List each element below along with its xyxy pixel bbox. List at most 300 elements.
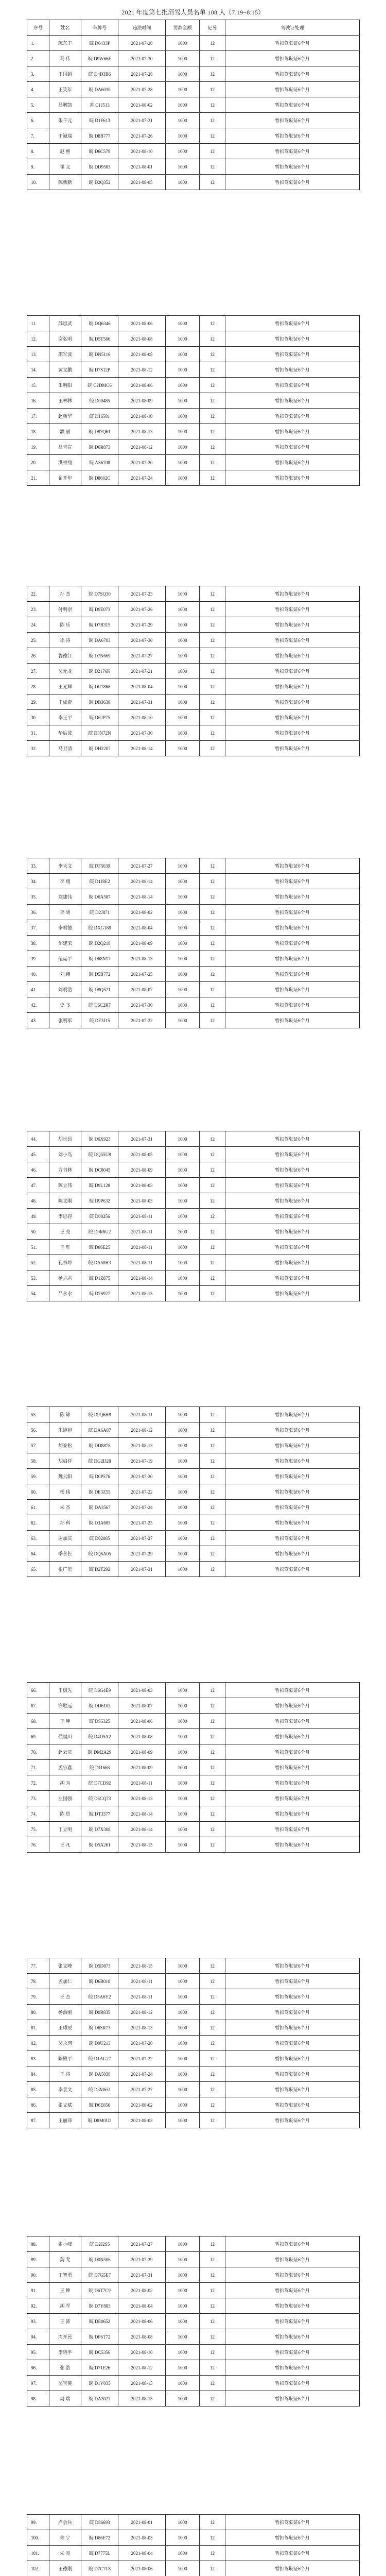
cell-fine: 1000 xyxy=(166,1500,200,1515)
cell-index: 4. xyxy=(27,82,49,97)
cell-fine: 1000 xyxy=(166,1178,200,1193)
cell-points: 12 xyxy=(200,159,225,175)
cell-name: 张 浩 xyxy=(49,2360,81,2376)
cell-plate: 皖 D86E72 xyxy=(81,2530,118,2546)
cell-index: 69. xyxy=(27,1729,49,1744)
cell-name: 周 瑞 xyxy=(49,2391,81,2406)
cell-action: 暂扣驾驶证6个月 xyxy=(225,858,360,874)
cell-name: 王树先 xyxy=(49,1683,81,1698)
cell-name: 崔 义 xyxy=(49,159,81,175)
cell-date: 2021-07-24 xyxy=(118,1500,166,1515)
cell-plate: 皖 C2DMC6 xyxy=(81,378,118,393)
cell-index: 37. xyxy=(27,920,49,936)
cell-name: 马 伟 xyxy=(49,51,81,66)
cell-fine: 1000 xyxy=(166,1744,200,1760)
cell-points: 12 xyxy=(200,1806,225,1822)
cell-fine: 1000 xyxy=(166,679,200,694)
cell-index: 68. xyxy=(27,1714,49,1729)
cell-index: 9. xyxy=(27,159,49,175)
table-row xyxy=(27,1531,360,1546)
column-header: 驾驶证处理 xyxy=(225,20,360,36)
cell-fine: 1000 xyxy=(166,905,200,920)
cell-plate: 皖 D7CD92 xyxy=(81,1775,118,1791)
cell-name: 邹建荣 xyxy=(49,936,81,951)
cell-action: 暂扣驾驶证6个月 xyxy=(225,362,360,378)
cell-date: 2021-08-02 xyxy=(118,2283,166,2298)
cell-points: 12 xyxy=(200,66,225,82)
cell-name: 孙 杰 xyxy=(49,586,81,602)
cell-points: 12 xyxy=(200,1775,225,1791)
cell-action: 暂扣驾驶证6个月 xyxy=(225,586,360,602)
table-row xyxy=(27,159,360,175)
cell-plate: 皖 D9L128 xyxy=(81,1178,118,1193)
cell-date: 2021-07-29 xyxy=(118,2252,166,2267)
cell-action: 暂扣驾驶证6个月 xyxy=(225,2530,360,2546)
table-row xyxy=(27,2082,360,2097)
cell-plate: 皖 AS6708 xyxy=(81,455,118,470)
cell-date: 2021-08-11 xyxy=(118,1407,166,1422)
cell-name: 赵云庆 xyxy=(49,1744,81,1760)
cell-name: 鲁德江 xyxy=(49,648,81,664)
table-row xyxy=(27,1255,360,1270)
table-row xyxy=(27,905,360,920)
cell-points: 12 xyxy=(200,874,225,889)
cell-index: 92. xyxy=(27,2298,49,2314)
cell-name: 王 杰 xyxy=(49,1989,81,2005)
cell-plate: 皖 D5D873 xyxy=(81,1958,118,1974)
cell-name: 李晓平 xyxy=(49,2345,81,2360)
cell-points: 12 xyxy=(200,1515,225,1531)
cell-points: 12 xyxy=(200,1531,225,1546)
cell-fine: 1000 xyxy=(166,2252,200,2267)
cell-plate: 皖 DB3638 xyxy=(81,694,118,710)
cell-date: 2021-08-08 xyxy=(118,1729,166,1744)
cell-name: 史 飞 xyxy=(49,997,81,1013)
cell-name: 刘 翔 xyxy=(49,967,81,982)
table-row xyxy=(27,710,360,725)
cell-action: 暂扣驾驶证6个月 xyxy=(225,936,360,951)
cell-action: 暂扣驾驶证6个月 xyxy=(225,316,360,331)
cell-name: 马卫清 xyxy=(49,741,81,756)
cell-fine: 1000 xyxy=(166,889,200,905)
cell-index: 96. xyxy=(27,2360,49,2376)
cell-points: 12 xyxy=(200,393,225,409)
cell-name: 李天文 xyxy=(49,858,81,874)
cell-action: 暂扣驾驶证6个月 xyxy=(225,2051,360,2066)
cell-points: 12 xyxy=(200,920,225,936)
cell-action: 暂扣驾驶证6个月 xyxy=(225,1193,360,1209)
cell-plate: 皖 D4D3B6 xyxy=(81,66,118,82)
cell-fine: 1000 xyxy=(166,409,200,424)
cell-fine: 1000 xyxy=(166,2005,200,2020)
cell-index: 41. xyxy=(27,982,49,997)
cell-name: 胡泰松 xyxy=(49,1438,81,1453)
cell-index: 85. xyxy=(27,2082,49,2097)
cell-date: 2021-08-11 xyxy=(118,1240,166,1255)
cell-plate: 皖 D8Q521 xyxy=(81,982,118,997)
cell-date: 2021-07-24 xyxy=(118,2066,166,2082)
cell-name: 王 坤 xyxy=(49,1714,81,1729)
cell-action: 暂扣驾驶证6个月 xyxy=(225,2298,360,2314)
cell-plate: 皖 D00256 xyxy=(81,1209,118,1224)
cell-index: 52. xyxy=(27,1255,49,1270)
cell-date: 2021-08-13 xyxy=(118,951,166,967)
cell-date: 2021-08-14 xyxy=(118,874,166,889)
cell-name: 王丽萍 xyxy=(49,2113,81,2128)
cell-fine: 1000 xyxy=(166,316,200,331)
cell-fine: 1000 xyxy=(166,664,200,679)
cell-action: 暂扣驾驶证6个月 xyxy=(225,82,360,97)
cell-index: 74. xyxy=(27,1806,49,1822)
cell-points: 12 xyxy=(200,1729,225,1744)
cell-action: 暂扣驾驶证6个月 xyxy=(225,1500,360,1515)
cell-points: 12 xyxy=(200,439,225,455)
table-row xyxy=(27,982,360,997)
cell-name: 王成奇 xyxy=(49,694,81,710)
cell-date: 2021-07-27 xyxy=(118,2236,166,2252)
cell-fine: 1000 xyxy=(166,1209,200,1224)
cell-name: 张文斌 xyxy=(49,2097,81,2113)
column-header: 车牌号 xyxy=(81,20,118,36)
cell-points: 12 xyxy=(200,586,225,602)
cell-action: 暂扣驾驶证6个月 xyxy=(225,2252,360,2267)
column-header: 姓名 xyxy=(49,20,81,36)
cell-index: 16. xyxy=(27,393,49,409)
cell-plate: 皖 D3A685 xyxy=(81,1515,118,1531)
cell-index: 29. xyxy=(27,694,49,710)
cell-name: 侯福川 xyxy=(49,1729,81,1744)
cell-date: 2021-08-09 xyxy=(118,393,166,409)
cell-plate: 皖 D16581 xyxy=(81,409,118,424)
cell-index: 1. xyxy=(27,36,49,51)
table-row xyxy=(27,2252,360,2267)
cell-date: 2021-08-14 xyxy=(118,889,166,905)
cell-plate: 皖 DG2D28 xyxy=(81,1453,118,1469)
cell-plate: 皖 DE3J15 xyxy=(81,1013,118,1028)
cell-name: 方书林 xyxy=(49,1162,81,1178)
cell-date: 2021-07-26 xyxy=(118,602,166,617)
cell-index: 73. xyxy=(27,1791,49,1806)
cell-plate: 皖 DE3Z55 xyxy=(81,1484,118,1500)
cell-action: 暂扣驾驶证6个月 xyxy=(225,951,360,967)
cell-fine: 1000 xyxy=(166,741,200,756)
cell-plate: 皖 D5A6Y2 xyxy=(81,1989,118,2005)
cell-fine: 1000 xyxy=(166,1013,200,1028)
cell-date: 2021-08-15 xyxy=(118,1286,166,1301)
cell-index: 48. xyxy=(27,1193,49,1209)
cell-plate: 皖 DQ6A05 xyxy=(81,1546,118,1562)
cell-points: 12 xyxy=(200,113,225,128)
cell-action: 暂扣驾驶证6个月 xyxy=(225,664,360,679)
cell-action: 暂扣驾驶证6个月 xyxy=(225,2561,360,2576)
cell-date: 2021-08-03 xyxy=(118,1178,166,1193)
cell-points: 12 xyxy=(200,2298,225,2314)
cell-points: 12 xyxy=(200,1013,225,1028)
cell-points: 12 xyxy=(200,2530,225,2546)
cell-points: 12 xyxy=(200,2345,225,2360)
cell-date: 2021-08-06 xyxy=(118,2561,166,2576)
cell-plate: 皖 D6T7C9 xyxy=(81,2283,118,2298)
cell-action: 暂扣驾驶证6个月 xyxy=(225,1822,360,1837)
cell-plate: 皖 D2J871 xyxy=(81,905,118,920)
cell-points: 12 xyxy=(200,664,225,679)
cell-name: 吴元龙 xyxy=(49,664,81,679)
cell-action: 暂扣驾驶证6个月 xyxy=(225,1013,360,1028)
cell-plate: 皖 DF5039 xyxy=(81,858,118,874)
cell-index: 13. xyxy=(27,347,49,362)
cell-name: 王耀辰 xyxy=(49,2020,81,2036)
table-header-row xyxy=(27,20,360,36)
cell-fine: 1000 xyxy=(166,1270,200,1286)
cell-action: 暂扣驾驶证6个月 xyxy=(225,455,360,470)
cell-date: 2021-08-11 xyxy=(118,1974,166,1989)
cell-action: 暂扣驾驶证6个月 xyxy=(225,2020,360,2036)
table-row xyxy=(27,858,360,874)
cell-index: 6. xyxy=(27,113,49,128)
cell-action: 暂扣驾驶证6个月 xyxy=(225,1531,360,1546)
cell-fine: 1000 xyxy=(166,144,200,159)
column-header: 序号 xyxy=(27,20,49,36)
cell-index: 18. xyxy=(27,424,49,439)
table-row xyxy=(27,1469,360,1484)
table-row xyxy=(27,1515,360,1531)
cell-index: 91. xyxy=(27,2283,49,2298)
cell-fine: 1000 xyxy=(166,633,200,648)
cell-index: 66. xyxy=(27,1683,49,1698)
table-row xyxy=(27,1438,360,1453)
cell-date: 2021-08-03 xyxy=(118,1683,166,1698)
cell-plate: 皖 D5B772 xyxy=(81,967,118,982)
cell-name: 李思存 xyxy=(49,1209,81,1224)
cell-index: 76. xyxy=(27,1837,49,1853)
cell-date: 2021-08-04 xyxy=(118,2298,166,2314)
cell-date: 2021-08-12 xyxy=(118,362,166,378)
cell-index: 5. xyxy=(27,97,49,113)
roster-table-page-7 xyxy=(27,1682,360,1853)
cell-index: 55. xyxy=(27,1407,49,1422)
cell-date: 2021-08-10 xyxy=(118,710,166,725)
cell-fine: 1000 xyxy=(166,2376,200,2391)
cell-fine: 1000 xyxy=(166,1729,200,1744)
table-row xyxy=(27,2005,360,2020)
cell-action: 暂扣驾驶证6个月 xyxy=(225,2345,360,2360)
cell-date: 2021-08-09 xyxy=(118,1760,166,1775)
cell-name: 陈 乐 xyxy=(49,617,81,633)
cell-plate: 皖 D8602C xyxy=(81,470,118,486)
cell-action: 暂扣驾驶证6个月 xyxy=(225,1224,360,1240)
cell-points: 12 xyxy=(200,128,225,144)
cell-index: 2. xyxy=(27,51,49,66)
cell-points: 12 xyxy=(200,1224,225,1240)
cell-plate: 皖 D6R873 xyxy=(81,439,118,455)
table-row xyxy=(27,1224,360,1240)
cell-name: 张广宏 xyxy=(49,1562,81,1577)
cell-action: 暂扣驾驶证6个月 xyxy=(225,1760,360,1775)
cell-action: 暂扣驾驶证6个月 xyxy=(225,1422,360,1438)
cell-index: 36. xyxy=(27,905,49,920)
cell-plate: 苏 C1J513 xyxy=(81,97,118,113)
cell-points: 12 xyxy=(200,1760,225,1775)
cell-plate: 皖 D86693 xyxy=(81,2515,118,2530)
roster-table-page-3 xyxy=(27,586,360,756)
cell-plate: 皖 DA6703 xyxy=(81,633,118,648)
cell-fine: 1000 xyxy=(166,2113,200,2128)
cell-action: 暂扣驾驶证6个月 xyxy=(225,2267,360,2283)
column-header: 违法时间 xyxy=(118,20,166,36)
cell-index: 84. xyxy=(27,2066,49,2082)
cell-points: 12 xyxy=(200,1714,225,1729)
table-row xyxy=(27,1760,360,1775)
cell-date: 2021-08-12 xyxy=(118,439,166,455)
table-row xyxy=(27,1131,360,1147)
cell-index: 83. xyxy=(27,2051,49,2066)
table-row xyxy=(27,586,360,602)
cell-name: 孙 科 xyxy=(49,1515,81,1531)
cell-points: 12 xyxy=(200,1438,225,1453)
cell-index: 30. xyxy=(27,710,49,725)
cell-plate: 皖 D9P632 xyxy=(81,1193,118,1209)
table-row xyxy=(27,633,360,648)
cell-index: 38. xyxy=(27,936,49,951)
cell-points: 12 xyxy=(200,951,225,967)
cell-plate: 皖 D7775L xyxy=(81,2546,118,2561)
cell-date: 2021-08-05 xyxy=(118,1147,166,1162)
cell-fine: 1000 xyxy=(166,1131,200,1147)
cell-name: 翟开年 xyxy=(49,470,81,486)
table-row xyxy=(27,470,360,486)
cell-action: 暂扣驾驶证6个月 xyxy=(225,710,360,725)
cell-fine: 1000 xyxy=(166,2298,200,2314)
cell-plate: 皖 D1F613 xyxy=(81,113,118,128)
cell-plate: 皖 D6X923 xyxy=(81,1131,118,1147)
cell-points: 12 xyxy=(200,2267,225,2283)
cell-plate: 皖 D00485 xyxy=(81,393,118,409)
cell-plate: 皖 DT3377 xyxy=(81,1806,118,1822)
cell-plate: 皖 D9W66E xyxy=(81,51,118,66)
table-row xyxy=(27,1147,360,1162)
cell-points: 12 xyxy=(200,51,225,66)
cell-fine: 1000 xyxy=(166,128,200,144)
cell-date: 2021-07-28 xyxy=(118,82,166,97)
table-row xyxy=(27,1714,360,1729)
cell-points: 12 xyxy=(200,2066,225,2082)
table-row xyxy=(27,2345,360,2360)
cell-points: 12 xyxy=(200,144,225,159)
cell-points: 12 xyxy=(200,905,225,920)
cell-name: 胡 为 xyxy=(49,1775,81,1791)
cell-fine: 1000 xyxy=(166,455,200,470)
cell-plate: 皖 D6E856 xyxy=(81,2097,118,2113)
cell-fine: 1000 xyxy=(166,1546,200,1562)
cell-plate: 皖 D6CQ73 xyxy=(81,1791,118,1806)
cell-fine: 1000 xyxy=(166,159,200,175)
table-row xyxy=(27,1729,360,1744)
cell-index: 72. xyxy=(27,1775,49,1791)
cell-plate: 皖 D1AG27 xyxy=(81,2051,118,2066)
cell-action: 暂扣驾驶证6个月 xyxy=(225,2283,360,2298)
cell-action: 暂扣驾驶证6个月 xyxy=(225,874,360,889)
cell-fine: 1000 xyxy=(166,725,200,741)
cell-date: 2021-07-29 xyxy=(118,617,166,633)
table-row xyxy=(27,997,360,1013)
cell-index: 79. xyxy=(27,1989,49,2005)
cell-plate: 皖 D2T292 xyxy=(81,1562,118,1577)
table-row xyxy=(27,1958,360,1974)
cell-plate: 皖 DA5038 xyxy=(81,2066,118,2082)
cell-name: 王 涛 xyxy=(49,2066,81,2082)
cell-plate: 皖 D5T566 xyxy=(81,331,118,347)
cell-plate: 皖 D0R6U2 xyxy=(81,1224,118,1240)
cell-action: 暂扣驾驶证6个月 xyxy=(225,997,360,1013)
cell-date: 2021-07-29 xyxy=(118,1546,166,1562)
cell-action: 暂扣驾驶证6个月 xyxy=(225,439,360,455)
cell-date: 2021-07-25 xyxy=(118,1515,166,1531)
cell-points: 12 xyxy=(200,633,225,648)
cell-name: 朱婷婷 xyxy=(49,1422,81,1438)
cell-date: 2021-07-30 xyxy=(118,633,166,648)
cell-date: 2021-08-01 xyxy=(118,2515,166,2530)
cell-plate: 皖 D86E25 xyxy=(81,1240,118,1255)
cell-points: 12 xyxy=(200,1270,225,1286)
cell-date: 2021-07-27 xyxy=(118,2082,166,2097)
cell-date: 2021-07-30 xyxy=(118,51,166,66)
cell-action: 暂扣驾驶证6个月 xyxy=(225,920,360,936)
cell-name: 吕永水 xyxy=(49,1286,81,1301)
cell-action: 暂扣驾驶证6个月 xyxy=(225,1515,360,1531)
cell-date: 2021-08-15 xyxy=(118,1958,166,1974)
cell-date: 2021-07-31 xyxy=(118,113,166,128)
cell-plate: 皖 D2176K xyxy=(81,664,118,679)
table-row xyxy=(27,36,360,51)
cell-date: 2021-07-20 xyxy=(118,36,166,51)
cell-points: 12 xyxy=(200,1255,225,1270)
roster-table-page-2 xyxy=(27,315,360,486)
cell-date: 2021-07-27 xyxy=(118,648,166,664)
cell-name: 陈 思 xyxy=(49,1806,81,1822)
cell-action: 暂扣驾驶证6个月 xyxy=(225,97,360,113)
cell-plate: 皖 DA58H3 xyxy=(81,1255,118,1270)
cell-index: 70. xyxy=(27,1744,49,1760)
cell-points: 12 xyxy=(200,1178,225,1193)
table-row xyxy=(27,82,360,97)
table-row xyxy=(27,2036,360,2051)
cell-action: 暂扣驾驶证6个月 xyxy=(225,1270,360,1286)
cell-name: 范运平 xyxy=(49,951,81,967)
cell-date: 2021-07-25 xyxy=(118,967,166,982)
cell-index: 102. xyxy=(27,2561,49,2576)
cell-action: 暂扣驾驶证6个月 xyxy=(225,617,360,633)
cell-name: 刘明浩 xyxy=(49,982,81,997)
cell-action: 暂扣驾驶证6个月 xyxy=(225,2082,360,2097)
cell-date: 2021-07-27 xyxy=(118,1531,166,1546)
cell-fine: 1000 xyxy=(166,1240,200,1255)
cell-plate: 皖 D87Q61 xyxy=(81,424,118,439)
cell-plate: 皖 D6433P xyxy=(81,36,118,51)
cell-fine: 1000 xyxy=(166,347,200,362)
cell-date: 2021-08-13 xyxy=(118,1438,166,1453)
cell-plate: 皖 D2Q352 xyxy=(81,175,118,190)
cell-name: 邵军波 xyxy=(49,347,81,362)
cell-points: 12 xyxy=(200,2391,225,2406)
cell-index: 27. xyxy=(27,664,49,679)
cell-points: 12 xyxy=(200,1683,225,1698)
table-row xyxy=(27,2113,360,2128)
cell-index: 19. xyxy=(27,439,49,455)
cell-index: 28. xyxy=(27,679,49,694)
cell-date: 2021-08-08 xyxy=(118,347,166,362)
table-row xyxy=(27,1270,360,1286)
cell-plate: 皖 DC5356 xyxy=(81,2345,118,2360)
